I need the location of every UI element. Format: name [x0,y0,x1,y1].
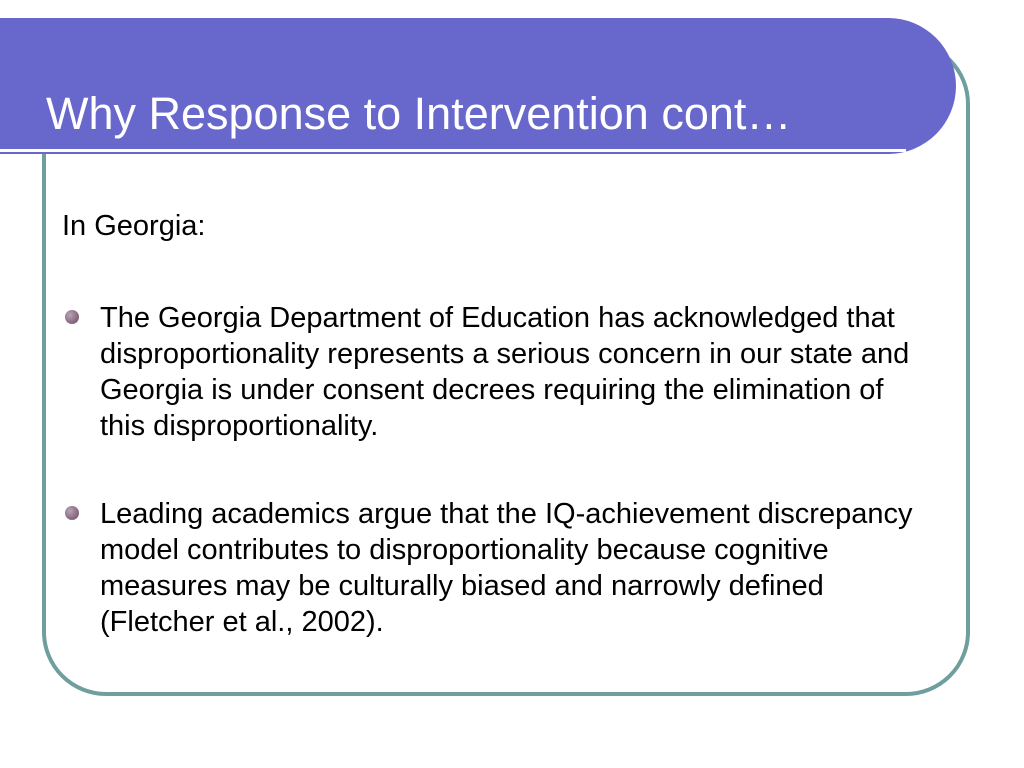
bullet-icon [65,310,79,324]
bullet-list [62,300,922,640]
bullet-item [62,496,922,640]
title-banner [0,18,956,154]
bullet-item [62,300,922,444]
slide-title: Why Response to Intervention cont… [46,88,792,139]
title-underline [0,149,906,152]
bullet-text: Leading academics argue that the IQ-achievement discrepancy model contributes to disproportionality because cognitive measures may be culturally biased and narrowly defined (Fletcher et al., 2002). [100,498,913,638]
slide-body [62,208,922,692]
intro-text: In Georgia: [62,210,206,242]
bullet-icon [65,506,79,520]
bullet-text: The Georgia Department of Education has acknowledged that disproportionality represents a serious concern in our state and Georgia is under consent decrees requiring the elimination of this disproportionality. [100,302,910,442]
